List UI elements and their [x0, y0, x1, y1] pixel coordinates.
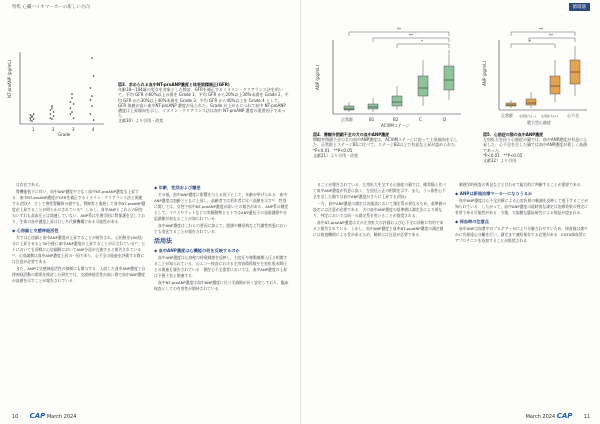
- fig3-point: [50, 113, 52, 115]
- fig4-x-tick-3: C: [419, 117, 422, 122]
- figure5-title: 図5．心筋症の猫の血中ANP濃度: [483, 132, 544, 137]
- body-paragraph: 血中NT-proANP濃度は血中ANP濃度に比べ半減期が長く安定しており，臨床検査としての有用性が期待されている．: [154, 280, 289, 291]
- figure3-plot: [8, 48, 108, 136]
- fig3-x-tick-4: 4: [92, 127, 95, 132]
- body-paragraph: 血中NT-proANP濃度は犬の左房拡大の評価および心不全の診断に有用であると報告されている．しかし，血中ANP濃度と血中NT-proANP濃度の測定値には検査機関による差があるため，解釈には注意が必要である．: [313, 220, 444, 237]
- figure3-source: 文献10）より引用・改変: [118, 118, 164, 124]
- figure4-title: 図4．僧帽弁閉鎖不全の犬の血中ANP濃度: [313, 132, 390, 137]
- fig3-point: [91, 95, 93, 97]
- body-paragraph: 腎機能低下に伴い，血中ANP濃度やでなく血中NT-proANP濃度も上昇する．血中NT-proANP濃度がGFRを補正するイヌリン・クリアランス法と関連する(図3)⁸．そして慢性腎臓病の値でも，腎障害と進展して血中NT-proANP濃度が上昇することが明らかにされている⁹．しかし，血中ANPとこれらの研究のいずれも高血圧とは関連していない．ANP系は生理学的に腎保護を呈しており，生体の血中濃度上昇はむしろ代償機構である可能性がある．: [12, 189, 146, 224]
- fig5-x-tick-3: 心不全: [567, 113, 579, 118]
- figure3-caption: [118, 82, 290, 124]
- figure3-scatter: [8, 48, 108, 136]
- right-column-2: [455, 182, 589, 402]
- fig4-box: [418, 76, 428, 96]
- left-page-number: 10: [12, 414, 19, 420]
- body-paragraph: 血中ANPは血漿中のプロテアーゼにより分解されやすいため，採血後は速やかに冷却遠心分離を行い，測定まで凍結保存する必要がある．EDTA採血管にアプロチニンを添加することが推奨される．: [455, 226, 588, 243]
- fig4-box: [368, 104, 378, 109]
- body-paragraph: 血中ANP濃度は心不全治療による心房負荷の軽減を反映して低下することが知られている．したがって，血中ANP濃度の経時的な測定は治療効果の判定に有用である可能性がある．今後，大規模な臨床研究による検証が望まれる．: [455, 198, 589, 215]
- body-paragraph: また，ANPは交感神経活性の抑制にも関与する．入院した血中ANP濃度と自律神経活動の関係を検討した研究では，交感神経活性が高い群で血中ANP濃度が高値を示すことが報告されている．: [12, 266, 146, 283]
- figure4-body: 僧帽弁閉鎖不全の犬の血中ANP濃度は，ACVIMステージに従って上昇傾向を示した．正常群とステージB1に比べて，ステージB2以上で有意な上昇が認められた．: [313, 137, 460, 148]
- fig3-x-label: Grade: [58, 132, 71, 137]
- fig3-point: [30, 119, 32, 121]
- section-heading: ◆ 採血時の注意点: [455, 219, 489, 224]
- fig4-x-tick-1: B1: [369, 117, 375, 122]
- fig3-point: [91, 105, 93, 107]
- fig4-sig-mark-1: **: [397, 27, 401, 32]
- right-running-header: [569, 3, 591, 11]
- fig5-box: [506, 103, 516, 106]
- fig5-box: [526, 99, 536, 105]
- fig5-box: [550, 76, 560, 94]
- fig4-box: [344, 106, 354, 110]
- left-column-1: [12, 182, 146, 402]
- fig3-point: [73, 103, 75, 105]
- fig3-point: [70, 107, 72, 109]
- body-paragraph: 犬では心房細と血中ANP濃度が上昇することが報告され，心拍数を200回/分に上昇させると30分後に血中ANP濃度が上昇することが示されている¹⁰．ヒトにおいても同様に心房細動においてANP分泌が亢進すると報告されている¹¹．心房細動は血中ANP濃度上昇の一因であり，心不全の経過を評価する際には注意が必要である．: [12, 235, 146, 264]
- right-column-1: [313, 182, 447, 402]
- fig3-point: [70, 113, 72, 115]
- fig3-point: [73, 117, 75, 119]
- fig5-boxes: [506, 46, 580, 108]
- fig3-y-label: NT-proANP (pg/mL): [7, 59, 12, 98]
- fig3-point: [90, 87, 92, 89]
- major-heading: 活用法: [154, 238, 173, 245]
- fig3-point: [93, 75, 95, 77]
- figure5-note: *P<0.01 **P<0.05: [483, 152, 523, 158]
- fig3-point: [33, 118, 35, 120]
- fig4-sig-mark-2: **: [409, 33, 413, 38]
- body-paragraph: 一方，血中ANP濃度の測定は各施設において測定系が異なるため，基準値の設定には注意が必要である．犬の血中ANP濃度の基準値は測定法により異なり，判定においては同一の測定系を用いることが推奨される．: [313, 201, 447, 218]
- fig5-sig-mark-2: **: [549, 33, 553, 38]
- right-page-number: 11: [583, 414, 590, 420]
- fig5-y-label: ANP (pg/mL): [482, 60, 487, 86]
- fig4-box: [392, 96, 402, 106]
- right-footer: [526, 412, 590, 420]
- body-paragraph: その他，血中ANP濃度に影響を与える因子として，年齢が挙げられる．血中ANP濃度は加齢とともに上昇し，高齢者では若年者に比べ高値を示す¹²．性別に関しては，女性で血中NT-proANP濃度が高いとの報告がある．ANP系の種差として，マウスやラットなどの実験動物とヒトではANP遺伝子の発現調節や分泌調節が異なることが知られている．: [154, 192, 289, 221]
- fig4-x-label: ACVIMステージ: [381, 123, 410, 128]
- figure4-plot: [311, 20, 466, 128]
- fig4-y-label: ANP (pg/mL): [315, 64, 320, 90]
- fig3-point: [50, 117, 52, 119]
- section-heading: ◆ 血中ANP濃度は心機能の何を反映するのか: [154, 248, 240, 253]
- fig4-sig-mark-3: *: [421, 39, 423, 44]
- body-paragraph: ることが報告されている．左房拡大を呈する心筋症の猫では，健常猫と比べて血中ANP濃度が有意に高く，左房径と正の相関を示す．また，うっ血性心不全を呈した猫では血中ANP濃度がさらに上昇する(図5)．: [313, 182, 447, 199]
- body-paragraph: 肺理学的検査の所見などと合わせて総合的に判断することが重要である．: [459, 182, 585, 187]
- figure3-body: 年齢18〜104歳の男女を対象とした検討．GFRを補正するイヌリン・クリアランス法を用いて，平均 GFR が60%以上の群を Grade 1，平均 GFR から20%以上30%未満を Grade 2，平均 GFR から30%以上40%未満を Grade 3，平均 GFR から40%以上を Grade 4 として，GFR 低値が高い血中NT-proANP 濃度が見られた．Grade が上がるにつれて血中 NT-proANP 濃度は上昇傾向を示し，イヌリン・クリアランス法は血中 NT-proANP 濃度の重要因子であった．: [118, 87, 289, 119]
- section-heading: ◆ 心房細と交感神経活性: [12, 228, 59, 233]
- fig3-points: [30, 57, 95, 122]
- body-paragraph: 血中ANP濃度は心房壁の伸展刺激を反映し，右房圧や肺動脈楔入圧と相関することが知られている．心エコー検査における左房容積係数や左室拡張末期圧との関連も報告されている．慢性心不全患者においては，血中ANP濃度の上昇は予後不良と関連する．: [154, 255, 288, 278]
- fig3-point: [30, 117, 32, 119]
- fig3-x-tick-3: 3: [72, 127, 75, 132]
- figure4-source: 文献21）より引用・改変: [313, 152, 359, 158]
- fig4-boxes: [344, 50, 454, 112]
- fig4-x-tick-2: B2: [393, 117, 399, 122]
- figure5-caption: [483, 132, 589, 163]
- fig3-point: [53, 111, 55, 113]
- fig3-point: [51, 105, 53, 107]
- fig3-point: [51, 107, 53, 109]
- fig4-significance-brackets: [349, 32, 449, 48]
- fig3-point: [31, 116, 33, 118]
- section-heading: ◆ 年齢，性別および種差: [154, 185, 201, 190]
- fig5-x-tick-1: 左房拡大(−): [519, 114, 536, 118]
- fig5-significance-brackets: [511, 32, 575, 48]
- figure4-caption: [313, 132, 463, 158]
- figure5-plot: [479, 20, 591, 128]
- section-heading: ◆ ANPは新規治療マーカーになりうるか: [455, 191, 533, 196]
- right-page: [300, 0, 600, 424]
- fig3-point: [90, 113, 92, 115]
- fig3-point: [91, 57, 93, 59]
- fig3-point: [71, 111, 73, 113]
- figure5-source: 文献22）より引用: [483, 158, 517, 164]
- fig3-point: [70, 101, 72, 103]
- fig3-x-tick-1: 1: [32, 127, 35, 132]
- fig3-point: [33, 113, 35, 115]
- left-issue-date: March 2024: [46, 414, 77, 420]
- figure4-note: *P<0.01 **P<0.05: [313, 147, 353, 153]
- fig3-point: [71, 93, 73, 95]
- body-paragraph: 血中ANP濃度はこれらの要因に加えて，肥満や糖尿病など代謝性疾患においても変化することが報告されている．: [154, 223, 288, 234]
- fig3-x-tick-2: 2: [52, 127, 55, 132]
- fig5-x-tick-0: 正常群: [501, 113, 513, 118]
- fig4-x-tick-0: 正常群: [341, 117, 353, 122]
- body-paragraph: は存在である。: [16, 182, 43, 187]
- fig5-sig-mark-1: **: [539, 27, 543, 32]
- fig5-x-label: 肥大型心筋症: [527, 120, 551, 125]
- right-issue-date: March 2024: [525, 414, 556, 420]
- fig3-point: [93, 119, 95, 121]
- left-brand-logo: CAP: [29, 412, 46, 420]
- figure3-title: 図3．求められる血中NT-proANP濃度と体表面積補正(GFR): [118, 82, 230, 87]
- left-running-header: 特集 心臓バイオマーカーの新しい方向: [12, 5, 90, 10]
- fig3-point: [90, 99, 92, 101]
- fig4-box: [444, 66, 454, 90]
- fig3-point: [31, 120, 33, 122]
- fig4-x-tick-4: D: [443, 117, 447, 122]
- fig3-point: [51, 118, 53, 120]
- fig5-x-tick-2: 左房拡大(+): [541, 114, 558, 118]
- fig3-point: [71, 97, 73, 99]
- figure5-boxplot: [479, 20, 591, 128]
- figure5-body: 左房拡大を伴う心筋症の猫では，血中ANP濃度が有意に上昇した．心不全を呈した猫では血中ANP濃度が著しく高値であった．: [483, 137, 588, 153]
- right-brand-logo: CAP: [556, 412, 573, 420]
- left-footer: [12, 412, 76, 420]
- section-tag: 循環器: [569, 3, 591, 11]
- fig3-point: [53, 115, 55, 117]
- fig5-sig-mark-3: *: [529, 39, 531, 44]
- figure4-boxplot: [311, 20, 466, 128]
- left-column-2: [154, 182, 290, 402]
- fig3-point: [30, 114, 32, 116]
- fig3-point: [50, 109, 52, 111]
